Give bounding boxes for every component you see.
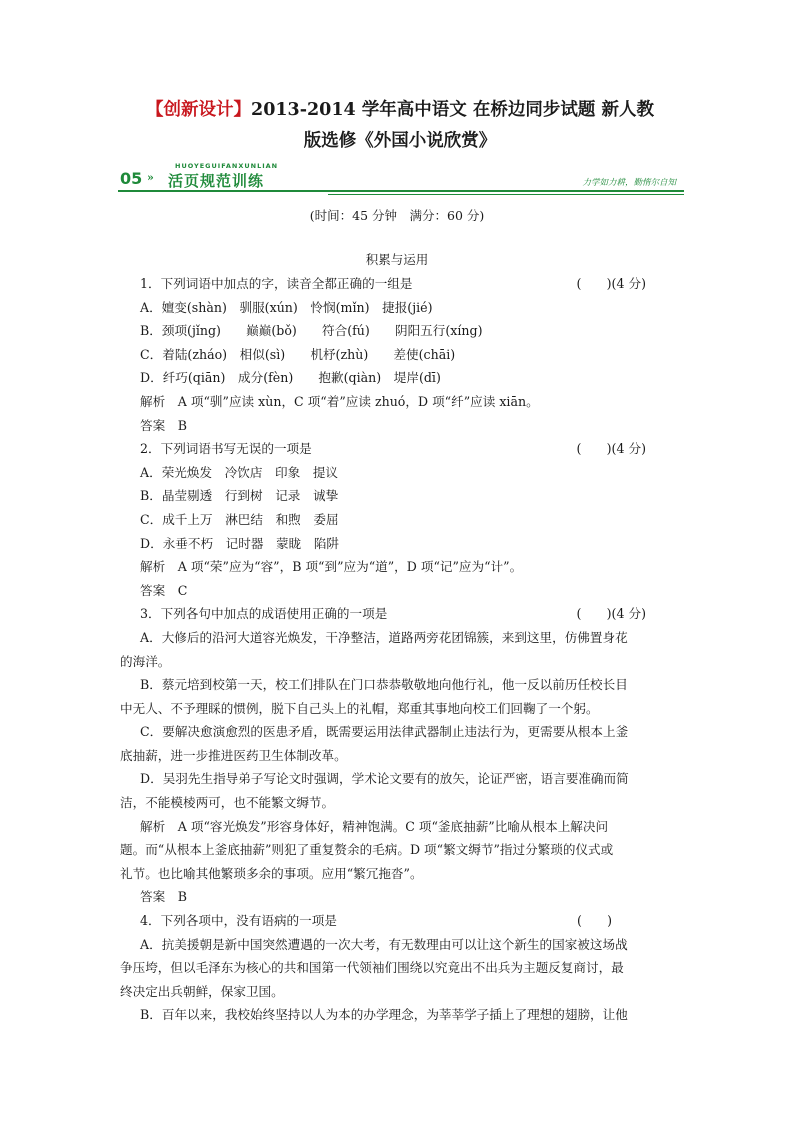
question-3-analysis-line-2: 题。而“从根本上釜底抽薪”则犯了重复赘余的毛病。D 项“繁文缛节”指过分繁琐的仪式或	[120, 842, 614, 858]
question-4-option-a-line-1: A．抗美援朝是新中国突然遭遇的一次大考，有无数理由可以让这个新生的国家被这场战	[140, 936, 628, 952]
question-2-score: ( )(4 分)	[576, 441, 646, 457]
title-line-2: 版选修《外国小说欣赏》	[303, 131, 497, 151]
question-2-option-b: B．晶莹剔透 行到树 记录 诚挚	[140, 488, 339, 504]
question-2-option-d: D．永垂不朽 记时器 蒙眬 陷阱	[140, 535, 340, 551]
banner-rule	[118, 190, 684, 192]
banner-slogan: 力学如力耕，勤惰尔自知	[582, 178, 676, 188]
question-3-option-a-line-1: A．大修后的沿河大道容光焕发，干净整洁，道路两旁花团锦簇，来到这里，仿佛置身花	[140, 629, 628, 645]
question-3-option-b-line-2: 中无人、不予理睬的惯例，脱下自己头上的礼帽，郑重其事地向校工们回鞠了一个躬。	[120, 700, 599, 716]
banner-rule-thin	[328, 194, 684, 195]
question-1-option-b: B．颈项(jǐng) 巅巅(bǒ) 符合(fú) 阴阳五行(xíng)	[140, 323, 483, 339]
question-4-option-b-line-1: B．百年以来，我校始终坚持以人为本的办学理念，为莘莘学子插上了理想的翅膀，让他	[140, 1007, 628, 1023]
question-3-option-c-line-2: 底抽薪，进一步推进医药卫生体制改革。	[120, 747, 347, 763]
question-3-option-a-line-2: 的海洋。	[120, 653, 171, 669]
banner-number: 05	[120, 169, 143, 188]
title-line-1	[110, 95, 690, 126]
question-1-stem: 1．下列词语中加点的字，读音全都正确的一组是 ( )(4 分)	[140, 272, 682, 296]
question-1-score: ( )(4 分)	[576, 276, 646, 291]
question-2-option-a: A．荣光焕发 冷饮店 印象 提议	[140, 464, 339, 480]
question-3-answer: 答案 B	[140, 889, 188, 905]
title-bracket: 【创新设计】	[146, 100, 252, 120]
question-3-analysis-line-1: 解析 A 项“容光焕发”形容身体好，精神饱满。C 项“釜底抽薪”比喻从根本上解决问	[140, 818, 609, 834]
double-chevron-icon: »	[147, 171, 154, 184]
question-3-stem: 3．下列各句中加点的成语使用正确的一项是 ( )(4 分)	[140, 602, 682, 626]
banner-pinyin: HUOYEGUIFANXUNLIAN	[175, 162, 279, 170]
question-1-option-c: C．着陆(zháo) 相似(sì) 机杼(zhù) 差使(chāi)	[140, 346, 456, 362]
question-1-option-a: A．嬗变(shàn) 驯服(xún) 怜悯(mǐn) 捷报(jié)	[140, 299, 433, 315]
document-title	[110, 95, 690, 157]
question-2-option-c: C．成千上万 淋巴结 和煦 委屈	[140, 511, 339, 527]
question-3-option-d-line-1: D．吴羽先生指导弟子写论文时强调，学术论文要有的放矢，论证严密，语言要准确而简	[140, 771, 629, 787]
question-list	[120, 272, 682, 1027]
question-1-analysis: 解析 A 项“驯”应读 xùn，C 项“着”应读 zhuó，D 项“纤”应读 xiān。	[140, 393, 539, 409]
section-heading: 积累与运用	[365, 252, 429, 267]
exam-timing: (时间：45 分钟 满分：60 分)	[309, 208, 485, 223]
question-4-stem: 4．下列各项中，没有语病的一项是 ( )	[140, 909, 682, 933]
question-2-answer: 答案 C	[140, 582, 188, 598]
question-4-option-a-line-2: 争压垮，但以毛泽东为核心的共和国第一代领袖们围绕以究竟出不出兵为主题反复商讨，最	[120, 960, 624, 976]
section-banner	[118, 160, 684, 196]
banner-label: 活页规范训练	[168, 172, 265, 190]
question-1-answer: 答案 B	[140, 417, 188, 433]
question-3-analysis-line-3: 礼节。也比喻其他繁琐多余的事项。应用“繁冗拖沓”。	[120, 865, 423, 881]
question-1-option-d: D．纤巧(qiān) 成分(fèn) 抱歉(qiàn) 堤岸(dī)	[140, 370, 441, 386]
question-3-score: ( )(4 分)	[576, 606, 646, 622]
question-3-option-b-line-1: B．蔡元培到校第一天，校工们排队在门口恭恭敬敬地向他行礼，他一反以前历任校长目	[140, 677, 628, 693]
question-3-option-d-line-2: 洁，不能模棱两可，也不能繁文缛节。	[120, 795, 335, 811]
question-2-analysis: 解析 A 项“荣”应为“容”，B 项“到”应为“道”，D 项“记”应为“计”。	[140, 559, 523, 575]
question-2-stem: 2．下列词语书写无误的一项是 ( )(4 分)	[140, 437, 682, 461]
question-4-option-a-line-3: 终决定出兵朝鲜，保家卫国。	[120, 983, 284, 999]
question-4-score: ( )	[576, 913, 612, 929]
title-main: 2013-2014 学年高中语文 在桥边同步试题 新人教	[251, 100, 654, 120]
question-3-option-c-line-1: C．要解决愈演愈烈的医患矛盾，既需要运用法律武器制止违法行为，更需要从根本上釜	[140, 724, 629, 740]
